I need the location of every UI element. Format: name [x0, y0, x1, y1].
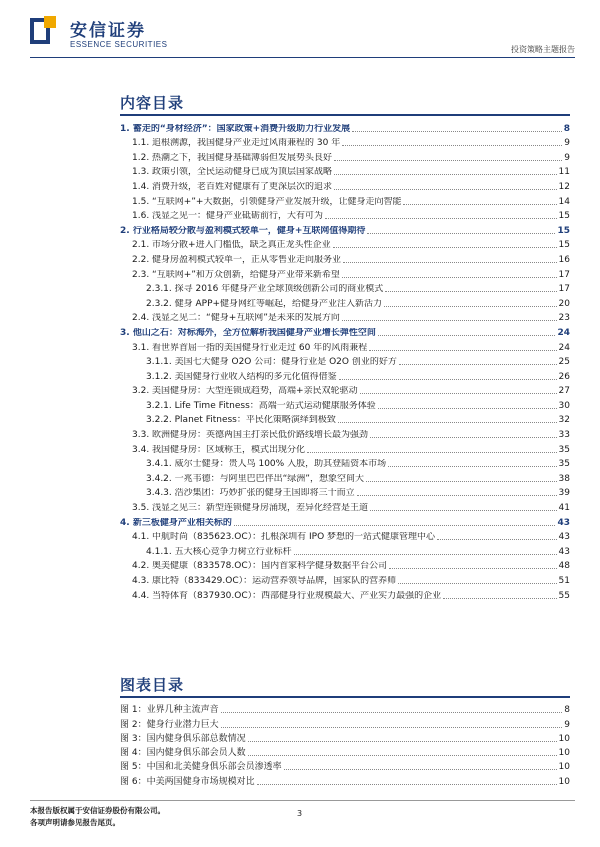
toc-entry-label: 1.3. 政策引领，全民运动健身已成为顶层国家战略	[132, 167, 333, 178]
figure-entry-page: 10	[558, 733, 570, 744]
toc-entry-label: 2. 行业格局较分散与盈利模式较单一，健身+互联网值得期待	[120, 225, 366, 236]
figure-entry-label: 图 1：业界几种主流声音	[120, 705, 219, 716]
dot-leader	[294, 554, 557, 555]
toc-title-rule	[120, 114, 570, 116]
toc-entry-page: 20	[558, 298, 570, 309]
toc-entry-label: 3.3. 欧洲健身房：英德两国主打亲民低价路线增长最为强劲	[132, 430, 369, 441]
report-type: 投资策略主题报告	[511, 45, 575, 54]
dot-leader	[342, 320, 557, 321]
toc-entry[interactable]	[120, 456, 570, 471]
dot-leader	[342, 145, 562, 146]
figure-entry-page: 10	[558, 776, 570, 787]
figure-entry-page: 10	[558, 762, 570, 773]
toc-entry-page: 43	[558, 546, 570, 557]
figure-entry[interactable]	[120, 702, 570, 716]
dot-leader	[366, 481, 557, 482]
toc-entry-page: 24	[558, 342, 570, 353]
figure-entry-page: 9	[564, 719, 570, 730]
toc-entry-page: 35	[558, 459, 570, 470]
dot-leader	[352, 131, 562, 132]
dot-leader	[221, 712, 563, 713]
figure-entry-label: 图 5：中国和北美健身俱乐部会员渗透率	[120, 762, 282, 773]
figure-entry-label: 图 2：健身行业潜力巨大	[120, 719, 219, 730]
essence-logo-icon	[30, 16, 58, 46]
toc-entry-page: 16	[558, 254, 570, 265]
toc-entry-page: 9	[564, 138, 570, 149]
figure-entry-label: 图 3：国内健身俱乐部总数情况	[120, 733, 246, 744]
dot-leader	[378, 408, 557, 409]
dot-leader	[234, 525, 556, 526]
toc-entry-label: 4.1. 中航时尚（835623.OC）：扎根深圳有 IPO 梦想的一站式健康管理中心	[132, 532, 436, 543]
toc-entry-label: 4.3. 康比特（833429.OC）：运动营养领导品牌，国家队的营养师	[132, 576, 397, 586]
toc-entry-page: 24	[557, 327, 570, 338]
toc-entry-label: 1.6. 浅显之见一：健身产业砥砺前行，大有可为	[132, 211, 324, 222]
dot-leader	[343, 262, 557, 263]
figure-entry[interactable]	[120, 773, 570, 787]
dot-leader	[357, 495, 557, 496]
toc-entry-page: 17	[558, 284, 570, 295]
dot-leader	[221, 727, 563, 728]
toc-entry-page: 15	[558, 240, 570, 251]
dot-leader	[385, 291, 556, 292]
toc-entry-label: 3.2.1. Life Time Fitness：高端一站式运动健康服务体验	[146, 400, 376, 411]
toc-entry-label: 1.2. 热潮之下，我国健身基础薄弱但发展势头良好	[132, 152, 333, 163]
toc-entry-label: 2.3. “互联网+”和万众创新，给健身产业带来新希望	[132, 269, 340, 280]
dot-leader	[257, 784, 557, 785]
toc-entry[interactable]	[120, 164, 570, 179]
brand-name: 安信证券	[70, 21, 146, 41]
dot-leader	[369, 350, 556, 351]
toc-entry-label: 2.3.2. 健身 APP+健身网红等崛起，给健身产业注入新活力	[146, 298, 383, 309]
toc-entry-page: 26	[558, 371, 570, 382]
figure-entry-label: 图 6：中美两国健身市场规模对比	[120, 776, 255, 787]
toc-entry[interactable]	[120, 266, 570, 281]
brand-name-en: ESSENCE SECURITIES	[70, 40, 168, 49]
toc-entry[interactable]	[120, 543, 570, 558]
dot-leader	[399, 364, 557, 365]
toc-entry-page: 23	[558, 313, 570, 324]
dot-leader	[378, 335, 556, 336]
toc-entry[interactable]	[120, 368, 570, 383]
toc-entry-label: 1.4. 消费升级，老百姓对健康有了更深层次的追求	[132, 181, 333, 192]
header-divider	[30, 57, 575, 58]
toc-entry-page: 27	[558, 386, 570, 397]
toc-entry-page: 35	[558, 444, 570, 455]
footer-disclaimer-2: 各项声明请参见报告尾页。	[30, 818, 120, 827]
toc-entry[interactable]	[120, 499, 570, 514]
toc-entry[interactable]	[120, 485, 570, 500]
toc-entry-page: 12	[558, 181, 570, 192]
footer-disclaimer-1: 本报告版权属于安信证券股份有限公司。	[30, 806, 165, 815]
toc-entry[interactable]	[120, 412, 570, 427]
dot-leader	[307, 452, 557, 453]
figure-entry[interactable]	[120, 716, 570, 730]
toc-entry-page: 15	[557, 225, 570, 236]
figure-entry-page: 8	[564, 705, 570, 716]
toc-entry[interactable]	[120, 558, 570, 573]
toc-entry[interactable]	[120, 441, 570, 456]
dot-leader	[384, 306, 557, 307]
dot-leader	[284, 769, 557, 770]
dot-leader	[370, 510, 557, 511]
toc-entry[interactable]	[120, 295, 570, 310]
toc-entry-label: 3.1.2. 美国健身行业收入结构的多元化值得借鉴	[146, 371, 337, 382]
dot-leader	[334, 174, 557, 175]
toc-entry-page: 39	[558, 488, 570, 499]
toc-entry-label: 3.4.1. 威尔士健身：贵人鸟 100% 入股，助其登陆资本市场	[146, 459, 387, 470]
dot-leader	[334, 189, 557, 190]
dot-leader	[339, 379, 557, 380]
toc-entry-label: 2.2. 健身房盈利模式较单一，正从零售业走向服务业	[132, 254, 342, 265]
toc-entry-label: 3.4.2. 一兆韦德：与阿里巴巴伴出“绿洲”，想象空间大	[146, 473, 364, 484]
toc-entry-page: 43	[558, 532, 570, 543]
toc-entry-page: 51	[558, 576, 570, 586]
toc-entry[interactable]	[120, 397, 570, 412]
toc-entry-label: 3. 他山之石：对标海外，全方位解析我国健身产业增长弹性空间	[120, 327, 376, 338]
toc-entry[interactable]	[120, 135, 570, 150]
dot-leader	[333, 247, 557, 248]
toc-entry-page: 17	[558, 269, 570, 280]
toc-entry-page: 8	[563, 123, 570, 134]
toc-entry[interactable]	[120, 470, 570, 485]
dot-leader	[388, 466, 556, 467]
toc-entry-label: 3.2. 美国健身房：大型连锁成趋势，高端+亲民双轮驱动	[132, 386, 358, 397]
dot-leader	[248, 741, 557, 742]
dot-leader	[437, 539, 557, 540]
dot-leader	[389, 568, 556, 569]
dot-leader	[338, 422, 557, 423]
toc-entry-label: 4.2. 奥美健康（833578.OC）：国内首家科学健身数据平台公司	[132, 561, 388, 572]
toc-entry[interactable]	[120, 426, 570, 441]
toc-entry[interactable]	[120, 529, 570, 544]
figure-entry-page: 10	[558, 748, 570, 759]
toc-entry-label: 4. 新三板健身产业相关标的	[120, 517, 232, 528]
toc-entry-label: 4.1.1. 五大核心竞争力树立行业标杆	[146, 546, 292, 557]
toc-entry[interactable]	[120, 178, 570, 193]
toc-entry-label: 1. 蓄走的“身材经济”：国家政策+消费升级助力行业发展	[120, 123, 351, 134]
toc-entry[interactable]	[120, 251, 570, 266]
toc-entry-page: 15	[558, 211, 570, 222]
toc-entry-label: 2.1. 市场分散+进入门槛低，缺乏真正龙头性企业	[132, 240, 331, 251]
figures-title: 图表目录	[120, 676, 185, 694]
toc-entry[interactable]	[120, 281, 570, 296]
toc-entry-page: 32	[558, 415, 570, 426]
toc-entry-page: 41	[558, 503, 570, 514]
toc-entry-page: 55	[558, 590, 570, 601]
toc-entry[interactable]	[120, 310, 570, 325]
toc-entry-page: 11	[558, 167, 570, 178]
toc-entry-label: 4.4. 当特体育（837930.OC）：西部健身行业规模最大、产业实力最强的企业	[132, 590, 442, 601]
dot-leader	[334, 160, 562, 161]
toc-entry[interactable]	[120, 354, 570, 369]
toc-entry[interactable]	[120, 572, 570, 587]
toc-entry-page: 9	[564, 152, 570, 163]
toc-entry-label: 3.4.3. 浩沙集团：巧妙扩张的健身王国即将三十而立	[146, 488, 355, 499]
toc-entry-label: 3.4. 我国健身房：区域称王，模式出现分化	[132, 444, 306, 455]
toc-entry-label: 3.1. 看世界首屈一指的美国健身行业走过 60 年的风雨兼程	[132, 342, 368, 353]
toc-entry[interactable]	[120, 120, 570, 135]
dot-leader	[367, 233, 555, 234]
dot-leader	[443, 598, 556, 599]
dot-leader	[360, 393, 557, 394]
toc-entry-page: 30	[558, 400, 570, 411]
toc-entry-page: 14	[558, 196, 570, 207]
dot-leader	[370, 437, 557, 438]
table-of-contents	[120, 120, 570, 602]
toc-entry-page: 38	[558, 473, 570, 484]
toc-entry[interactable]	[120, 237, 570, 252]
figure-list	[120, 702, 570, 788]
toc-entry[interactable]	[120, 149, 570, 164]
figure-entry-label: 图 4：国内健身俱乐部会员人数	[120, 748, 246, 759]
footer-divider	[30, 800, 575, 801]
toc-entry[interactable]	[120, 193, 570, 208]
toc-entry-label: 3.2.2. Planet Fitness：平民化策略演绎到极致	[146, 415, 336, 426]
toc-entry-page: 25	[558, 357, 570, 368]
page-number: 3	[297, 809, 303, 818]
toc-entry-label: 3.5. 浅显之见三：新型连锁健身房涌现，差异化经营是王道	[132, 503, 369, 514]
dot-leader	[398, 583, 556, 584]
toc-entry[interactable]	[120, 339, 570, 354]
figures-title-rule	[120, 696, 570, 698]
toc-entry[interactable]	[120, 222, 570, 237]
toc-entry-label: 2.4. 浅显之见二：“健身+互联网”是未来的发展方向	[132, 313, 340, 324]
toc-entry-label: 3.1.1. 美国七大健身 O2O 公司：健身行业是 O2O 创业的好方	[146, 357, 397, 368]
toc-title: 内容目录	[120, 94, 185, 112]
dot-leader	[325, 218, 557, 219]
toc-entry-page: 33	[558, 430, 570, 441]
toc-entry-label: 1.5. “互联网+”+大数据，引领健身产业发展升级，让健身走向智能	[132, 196, 402, 207]
toc-entry-page: 43	[557, 517, 570, 528]
toc-entry-page: 48	[558, 561, 570, 572]
toc-entry[interactable]	[120, 383, 570, 398]
toc-entry[interactable]	[120, 587, 570, 602]
page-header	[30, 14, 575, 54]
dot-leader	[342, 277, 557, 278]
toc-entry[interactable]	[120, 514, 570, 529]
toc-entry[interactable]	[120, 208, 570, 223]
figure-entry[interactable]	[120, 745, 570, 759]
figure-entry[interactable]	[120, 759, 570, 773]
toc-entry[interactable]	[120, 324, 570, 339]
dot-leader	[248, 755, 557, 756]
toc-entry-label: 2.3.1. 探寻 2016 年健身产业全球顶级创新公司的商业模式	[146, 284, 384, 295]
dot-leader	[403, 204, 556, 205]
figure-entry[interactable]	[120, 731, 570, 745]
toc-entry-label: 1.1. 追根溯源，我国健身产业走过风雨兼程的 30 年	[132, 138, 341, 149]
